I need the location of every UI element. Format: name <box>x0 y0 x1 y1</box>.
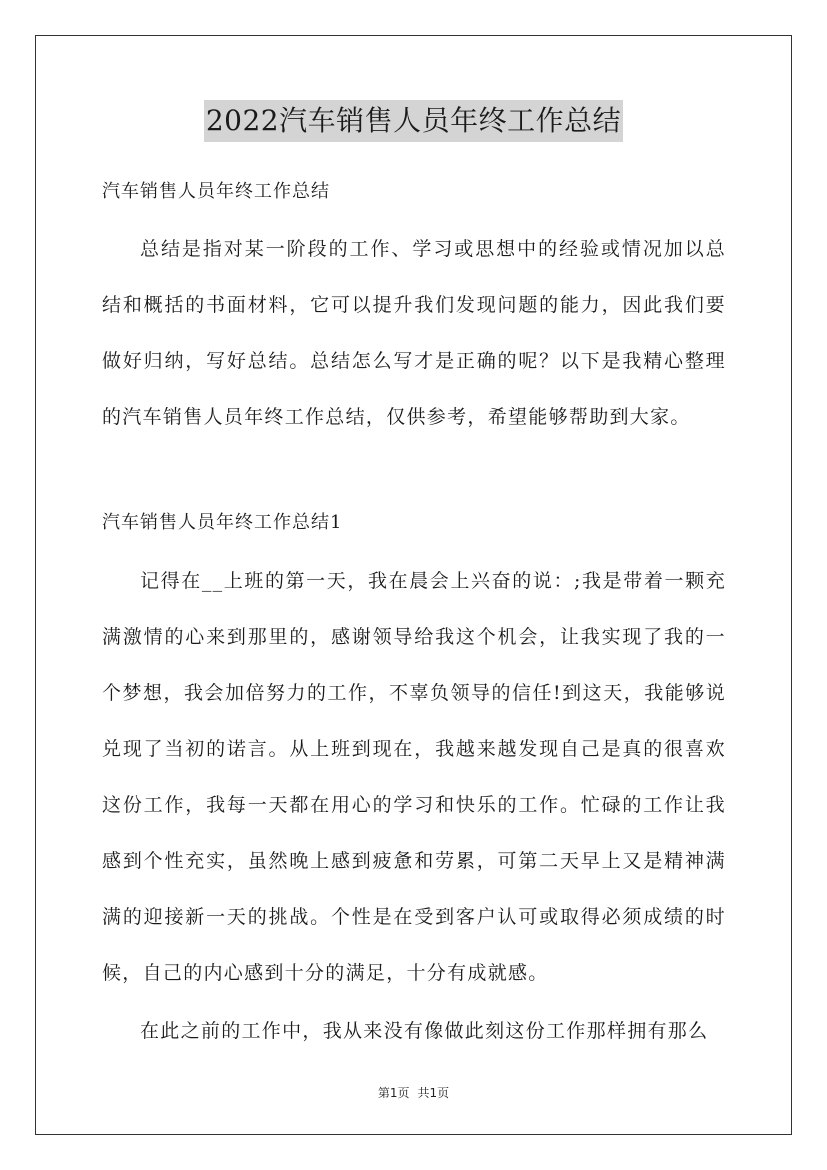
page-footer <box>0 1084 827 1101</box>
intro-paragraph: 总结是指对某一阶段的工作、学习或思想中的经验或情况加以总结和概括的书面材料，它可以提升我们发现问题的能力，因此我们要做好归纳，写好总结。总结怎么写才是正确的呢？以下是我精心整理的汽车销售人员年终工作总结，仅供参考，希望能够帮助到大家。 <box>102 238 726 428</box>
page-number: 第1页 <box>377 1086 410 1100</box>
section-paragraph: 记得在__上班的第一天，我在晨会上兴奋的说：;我是带着一颗充满激情的心来到那里的，感谢领导给我这个机会，让我实现了我的一个梦想，我会加倍努力的工作，不辜负领导的信任!到这天，我能够说兑现了当初的诺言。从上班到现在，我越来越发现自己是真的很喜欢这份工作，我每一天都在用心的学习和快乐的工作。忙碌的工作让我感到个性充实，虽然晚上感到疲惫和劳累，可第二天早上又是精神满满的迎接新一天的挑战。个性是在受到客户认可或取得必须成绩的时候，自己的内心感到十分的满足，十分有成就感。 <box>102 570 726 984</box>
title-container <box>0 100 827 142</box>
document-body <box>102 172 726 1059</box>
document-title: 2022汽车销售人员年终工作总结 <box>204 100 623 142</box>
section-heading: 汽车销售人员年终工作总结1 <box>102 512 343 533</box>
document-subtitle: 汽车销售人员年终工作总结 <box>102 181 330 202</box>
section-paragraph-continued: 在此之前的工作中，我从来没有像做此刻这份工作那样拥有那么 <box>140 1020 709 1042</box>
page-total: 共1页 <box>417 1086 450 1100</box>
